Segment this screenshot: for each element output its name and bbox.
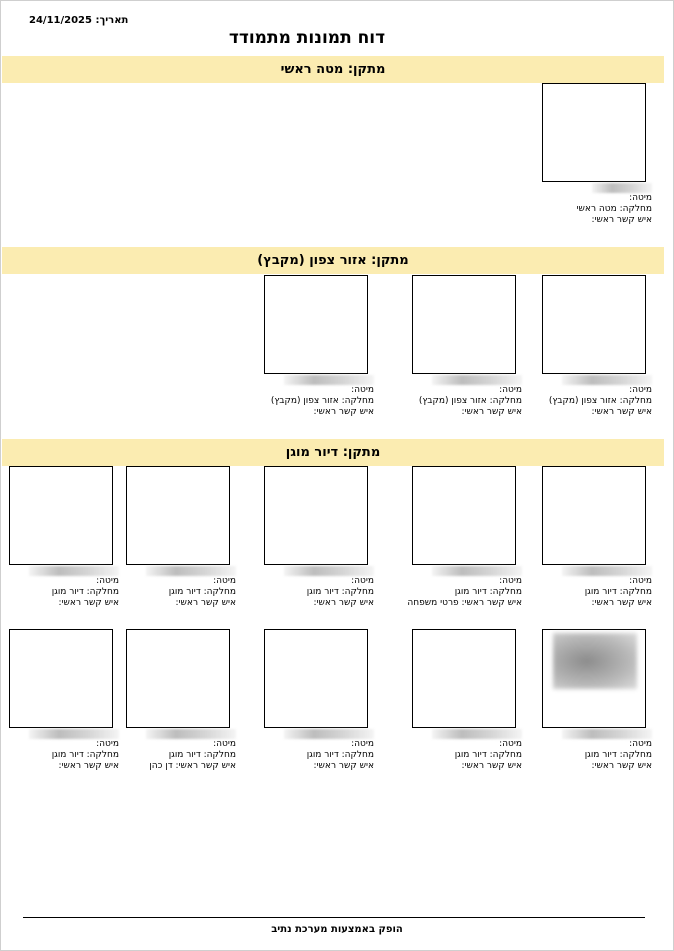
resident-photo-frame [9, 466, 113, 565]
resident-card [0, 629, 119, 779]
department-line: מחלקה: דיור מוגן [51, 750, 119, 760]
bed-line: מיטה: [499, 576, 522, 586]
resident-info [520, 576, 652, 609]
primary-contact-line: איש קשר ראשי: [591, 407, 652, 417]
redacted-name [562, 729, 652, 739]
redacted-name [146, 566, 236, 576]
department-line: מחלקה: אזור צפון (מקבץ) [548, 396, 652, 406]
date-label: תאריך: [95, 15, 129, 26]
bed-line: מיטה: [213, 576, 236, 586]
resident-info [242, 739, 374, 772]
resident-info [520, 385, 652, 418]
resident-photo-frame [542, 629, 646, 728]
resident-info [390, 385, 522, 418]
resident-photo-frame [264, 466, 368, 565]
resident-card [520, 83, 652, 233]
resident-card [104, 629, 236, 779]
department-line: מחלקה: דיור מוגן [51, 587, 119, 597]
department-line: מחלקה: דיור מוגן [584, 587, 652, 597]
redacted-name [562, 375, 652, 385]
resident-card [242, 275, 374, 425]
department-line: מחלקה: דיור מוגן [454, 587, 522, 597]
resident-card [104, 466, 236, 616]
primary-contact-line: איש קשר ראשי: [461, 761, 522, 771]
resident-photo-frame [412, 275, 516, 374]
primary-contact-line: איש קשר ראשי: [591, 215, 652, 225]
bed-line: מיטה: [351, 385, 374, 395]
bed-line: מיטה: [213, 739, 236, 749]
report-date [29, 15, 128, 26]
redacted-name [432, 375, 522, 385]
resident-info [0, 576, 119, 609]
section-header-north: מתקן: אזור צפון (מקבץ) [2, 247, 664, 274]
resident-card [390, 629, 522, 779]
bed-line: מיטה: [499, 739, 522, 749]
redacted-name [592, 183, 652, 193]
department-line: מחלקה: דיור מוגן [584, 750, 652, 760]
bed-line: מיטה: [351, 739, 374, 749]
resident-info [520, 739, 652, 772]
resident-card [390, 275, 522, 425]
resident-photo-frame [412, 466, 516, 565]
primary-contact-line: איש קשר ראשי: [58, 598, 119, 608]
department-line: מחלקה: דיור מוגן [306, 750, 374, 760]
resident-photo-frame [264, 275, 368, 374]
resident-card [520, 275, 652, 425]
bed-line: מיטה: [351, 576, 374, 586]
redacted-name [284, 729, 374, 739]
bed-line: מיטה: [96, 739, 119, 749]
bed-line: מיטה: [629, 739, 652, 749]
resident-card [242, 466, 374, 616]
department-line: מחלקה: דיור מוגן [168, 750, 236, 760]
section-header-assisted-living: מתקן: דיור מוגן [2, 439, 664, 466]
primary-contact-line: איש קשר ראשי: דן כהן [149, 761, 236, 771]
resident-photo-blurred [553, 633, 637, 689]
resident-photo-frame [264, 629, 368, 728]
bed-line: מיטה: [629, 576, 652, 586]
primary-contact-line: איש קשר ראשי: [313, 407, 374, 417]
redacted-name [146, 729, 236, 739]
department-line: מחלקה: דיור מוגן [306, 587, 374, 597]
resident-info [104, 739, 236, 772]
resident-info [520, 193, 652, 226]
resident-info [104, 576, 236, 609]
resident-photo-frame [126, 466, 230, 565]
resident-card [390, 466, 522, 616]
primary-contact-line: איש קשר ראשי: [58, 761, 119, 771]
redacted-name [432, 566, 522, 576]
resident-info [242, 576, 374, 609]
department-line: מחלקה: מטה ראשי [576, 204, 652, 214]
redacted-name [284, 375, 374, 385]
section-header-hq: מתקן: מטה ראשי [2, 56, 664, 83]
date-value: 24/11/2025 [29, 15, 92, 26]
resident-card [520, 466, 652, 616]
page-title: דוח תמונות מתמודד [228, 28, 386, 48]
redacted-name [29, 729, 119, 739]
primary-contact-line: איש קשר ראשי: [591, 598, 652, 608]
resident-info [0, 739, 119, 772]
resident-photo-frame [9, 629, 113, 728]
bed-line: מיטה: [629, 385, 652, 395]
resident-photo-frame [542, 275, 646, 374]
primary-contact-line: איש קשר ראשי: [313, 761, 374, 771]
footer-divider [23, 917, 645, 918]
resident-card [520, 629, 652, 779]
primary-contact-line: איש קשר ראשי: [313, 598, 374, 608]
footer-text: הופק באמצעות מערכת נתיב [271, 924, 403, 935]
department-line: מחלקה: אזור צפון (מקבץ) [270, 396, 374, 406]
bed-line: מיטה: [499, 385, 522, 395]
resident-card [242, 629, 374, 779]
bed-line: מיטה: [96, 576, 119, 586]
department-line: מחלקה: אזור צפון (מקבץ) [418, 396, 522, 406]
resident-info [390, 576, 522, 609]
redacted-name [432, 729, 522, 739]
primary-contact-line: איש קשר ראשי: [461, 407, 522, 417]
primary-contact-line: איש קשר ראשי: [175, 598, 236, 608]
resident-info [242, 385, 374, 418]
resident-info [390, 739, 522, 772]
department-line: מחלקה: דיור מוגן [168, 587, 236, 597]
resident-photo-frame [542, 466, 646, 565]
primary-contact-line: איש קשר ראשי: פרטי משפחה [407, 598, 522, 608]
redacted-name [284, 566, 374, 576]
resident-photo-frame [126, 629, 230, 728]
resident-card [0, 466, 119, 616]
redacted-name [562, 566, 652, 576]
resident-photo-frame [412, 629, 516, 728]
redacted-name [29, 566, 119, 576]
resident-photo-frame [542, 83, 646, 182]
bed-line: מיטה: [629, 193, 652, 203]
department-line: מחלקה: דיור מוגן [454, 750, 522, 760]
primary-contact-line: איש קשר ראשי: [591, 761, 652, 771]
